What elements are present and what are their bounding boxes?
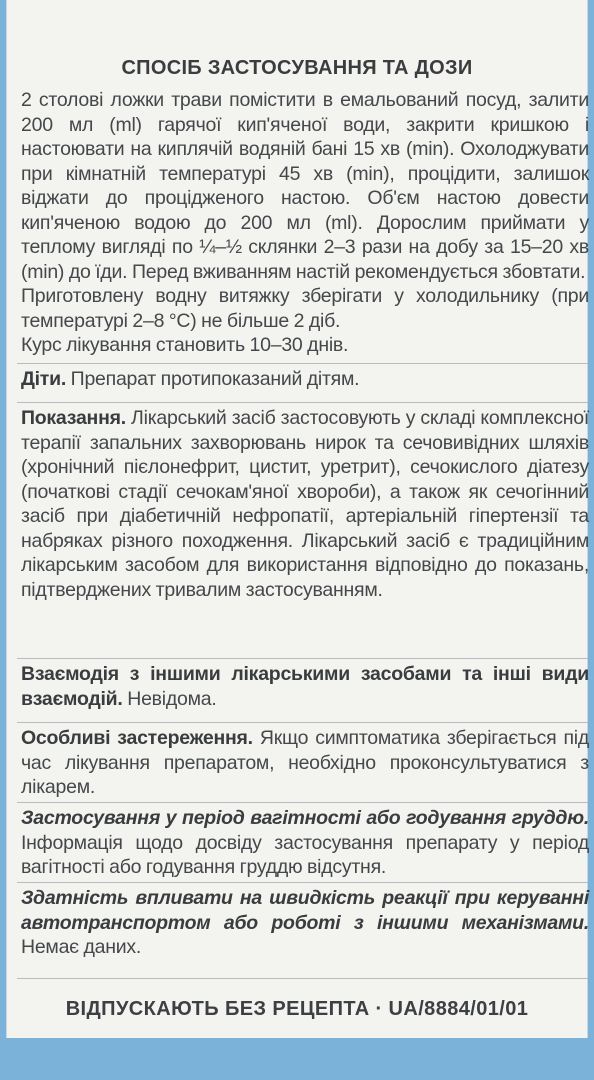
indications-text: Лікарський засіб застосовують у складі комплексної терапії запальних захворювань нирок та сечовивідних шляхів (хронічний пієлонефрит, цистит, уретрит), сечокислого діатезу (початкові стадії сечокам'яної хвороби), а також як сечогінний засіб при діабетичній нефропатії, артеріальній гіпертензії та набряках різного походження. Лікарський засіб є традиційним лікарським засобом для використання відповідно до показань, підтверджених тривалим застосуванням. — [21, 407, 589, 601]
prescription-footer: ВІДПУСКАЮТЬ БЕЗ РЕЦЕПТА · UA/8884/01/01 — [65, 998, 529, 1020]
driving-section — [21, 886, 589, 960]
driving-title: Здатність впливати на швидкість реакції при керуванні автотранспортом або роботі з іншими механізмами. — [21, 887, 589, 934]
interactions-title: Взаємодія з іншими лікарськими засобами та інші види взаємодій. — [21, 663, 589, 710]
dosage-section — [21, 88, 589, 358]
divider — [17, 722, 588, 723]
interactions-text: Невідома. — [122, 687, 217, 710]
divider — [17, 402, 588, 403]
leaflet-panel — [6, 0, 588, 1038]
interactions-section — [21, 662, 589, 711]
dosage-text: 2 столові ложки трави помістити в емальований посуд, залити 200 мл (ml) гарячої кип'яченої води, закрити кришкою і настоювати на киплячій водяній бані 15 хв (min). Охолоджувати при кімнатній температурі 45 хв (min), процідити, залишок віджати до процідженого настою. Об'єм настою довести кип'яченою водою до 200 мл (ml). Дорослим приймати у теплому вигляді по ¼–½ склянки 2–3 рази на добу за 15–20 хв (min) до їди. Перед вживанням настій рекомендується збовтати. — [21, 89, 589, 283]
pregnancy-section — [21, 806, 589, 880]
indications-section — [21, 406, 589, 602]
divider — [17, 882, 588, 883]
warnings-section — [21, 726, 589, 800]
children-text: Препарат протипоказаний дітям. — [66, 368, 360, 390]
divider — [17, 658, 588, 659]
warnings-text: Якщо симптоматика зберігається під час лікування препаратом, необхідно проконсультуватися з лікарем. — [21, 727, 589, 798]
course-text: Курс лікування становить 10–30 днів. — [21, 334, 349, 356]
children-title: Діти. — [21, 368, 67, 390]
divider — [17, 802, 588, 803]
storage-text: Приготовлену водну витяжку зберігати у холодильнику (при температурі 2–8 °С) не більше 2 діб. — [21, 285, 589, 332]
section-heading: СПОСІБ ЗАСТОСУВАННЯ ТА ДОЗИ — [121, 57, 473, 79]
divider — [17, 363, 588, 364]
warnings-title: Особливі застереження. — [21, 727, 253, 749]
indications-title: Показання. — [21, 407, 126, 429]
pregnancy-text: Інформація щодо досвіду застосування препарату у період вагітності або годування груддю відсутня. — [21, 831, 589, 878]
divider — [17, 978, 588, 979]
children-section — [21, 367, 589, 392]
driving-text: Немає даних. — [21, 936, 142, 958]
pregnancy-title: Застосування у період вагітності або годування груддю. — [21, 807, 589, 829]
